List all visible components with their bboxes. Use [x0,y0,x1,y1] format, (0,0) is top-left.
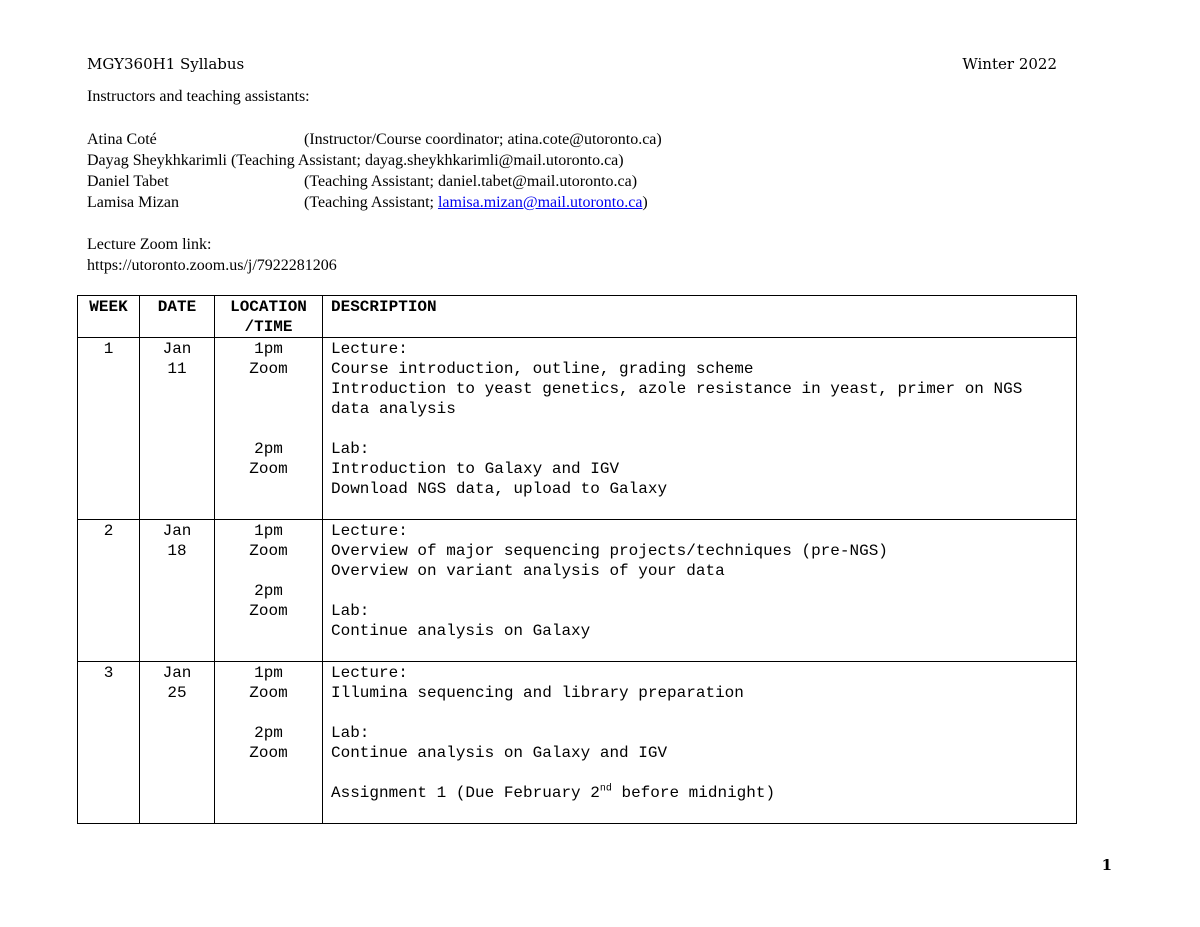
lab-time: 2pm [254,440,283,458]
week-number: 3 [103,664,114,682]
location-cell [215,662,323,824]
staff-name: Lamisa Mizan [87,194,179,211]
staff-row [87,129,662,150]
lecture-line: Course introduction, outline, grading scheme [331,360,754,378]
date-month: Jan [162,340,192,358]
staff-list [87,129,662,213]
date-cell [140,338,215,520]
lab-place: Zoom [249,602,288,620]
staff-name: Daniel Tabet [87,173,169,190]
schedule-table [77,295,1077,824]
lecture-place: Zoom [249,542,288,560]
lecture-line: Overview of major sequencing projects/techniques (pre-NGS) [331,542,888,560]
date-cell [140,662,215,824]
lecture-place: Zoom [249,360,288,378]
zoom-link-url[interactable]: https://utoronto.zoom.us/j/7922281206 [87,257,337,274]
lecture-line: Illumina sequencing and library preparation [331,684,744,702]
table-row [78,662,1077,824]
lab-line: Continue analysis on Galaxy and IGV [331,744,668,762]
location-cell [215,520,323,662]
assignment-text: Assignment 1 (Due February 2 [331,784,600,802]
description-cell [323,338,1077,520]
week-number: 1 [103,340,114,358]
lab-place: Zoom [249,460,288,478]
zoom-link-label: Lecture Zoom link: [87,236,212,253]
lecture-heading: Lecture: [331,522,408,540]
staff-name: Atina Coté [87,131,157,148]
date-day: 25 [167,684,187,702]
week-cell [78,662,140,824]
assignment-note [331,783,1068,803]
date-day: 11 [167,360,187,378]
lab-place: Zoom [249,744,288,762]
lab-heading: Lab: [331,602,370,620]
assignment-superscript: nd [599,783,612,795]
table-header-row [78,296,1077,338]
week-number: 2 [103,522,114,540]
lab-line: Download NGS data, upload to Galaxy [331,480,668,498]
date-month: Jan [162,664,192,682]
location-cell [215,338,323,520]
lecture-line: Overview on variant analysis of your data [331,562,725,580]
assignment-text-end: before midnight) [611,784,776,802]
staff-role: (Teaching Assistant; daniel.tabet@mail.utoronto.ca) [304,173,638,190]
staff-role [304,192,648,213]
staff-name: Dayag Sheykhkarimli [87,152,227,169]
staff-role-suffix: ) [642,194,648,211]
lab-heading: Lab: [331,724,370,742]
staff-role-prefix: (Teaching Assistant; [304,194,438,211]
lab-line: Introduction to Galaxy and IGV [331,460,620,478]
lecture-place: Zoom [249,684,288,702]
header-date: DATE [140,296,215,338]
document-header-course: MGY360H1 Syllabus [87,55,245,73]
email-link[interactable]: lamisa.mizan@mail.utoronto.ca [437,194,643,211]
zoom-link-block [87,234,337,276]
date-cell [140,520,215,662]
document-header-term: Winter 2022 [962,55,1057,73]
lab-line: Continue analysis on Galaxy [331,622,591,640]
staff-row [87,150,624,171]
table-row [78,520,1077,662]
description-cell [323,662,1077,824]
description-cell [323,520,1077,662]
staff-row [87,192,648,213]
header-week: WEEK [78,296,140,338]
week-cell [78,338,140,520]
staff-intro-text: Instructors and teaching assistants: [87,88,310,105]
staff-role: (Instructor/Course coordinator; atina.cote@utoronto.ca) [304,131,662,148]
lecture-time: 1pm [254,664,283,682]
lecture-heading: Lecture: [331,664,408,682]
lecture-time: 1pm [254,340,283,358]
lecture-heading: Lecture: [331,340,408,358]
staff-row [87,171,638,192]
lab-time: 2pm [254,582,283,600]
table-row [78,338,1077,520]
lab-time: 2pm [254,724,283,742]
lecture-time: 1pm [254,522,283,540]
page-number: 1 [1101,856,1112,874]
staff-role: (Teaching Assistant; dayag.sheykhkarimli@mail.utoronto.ca) [230,152,624,169]
header-location-time: LOCATION /TIME [215,296,323,338]
date-day: 18 [167,542,187,560]
date-month: Jan [162,522,192,540]
lecture-line: Introduction to yeast genetics, azole resistance in yeast, primer on NGS data analysis [331,380,1023,418]
week-cell [78,520,140,662]
header-description: DESCRIPTION [323,296,1077,338]
lab-heading: Lab: [331,440,370,458]
